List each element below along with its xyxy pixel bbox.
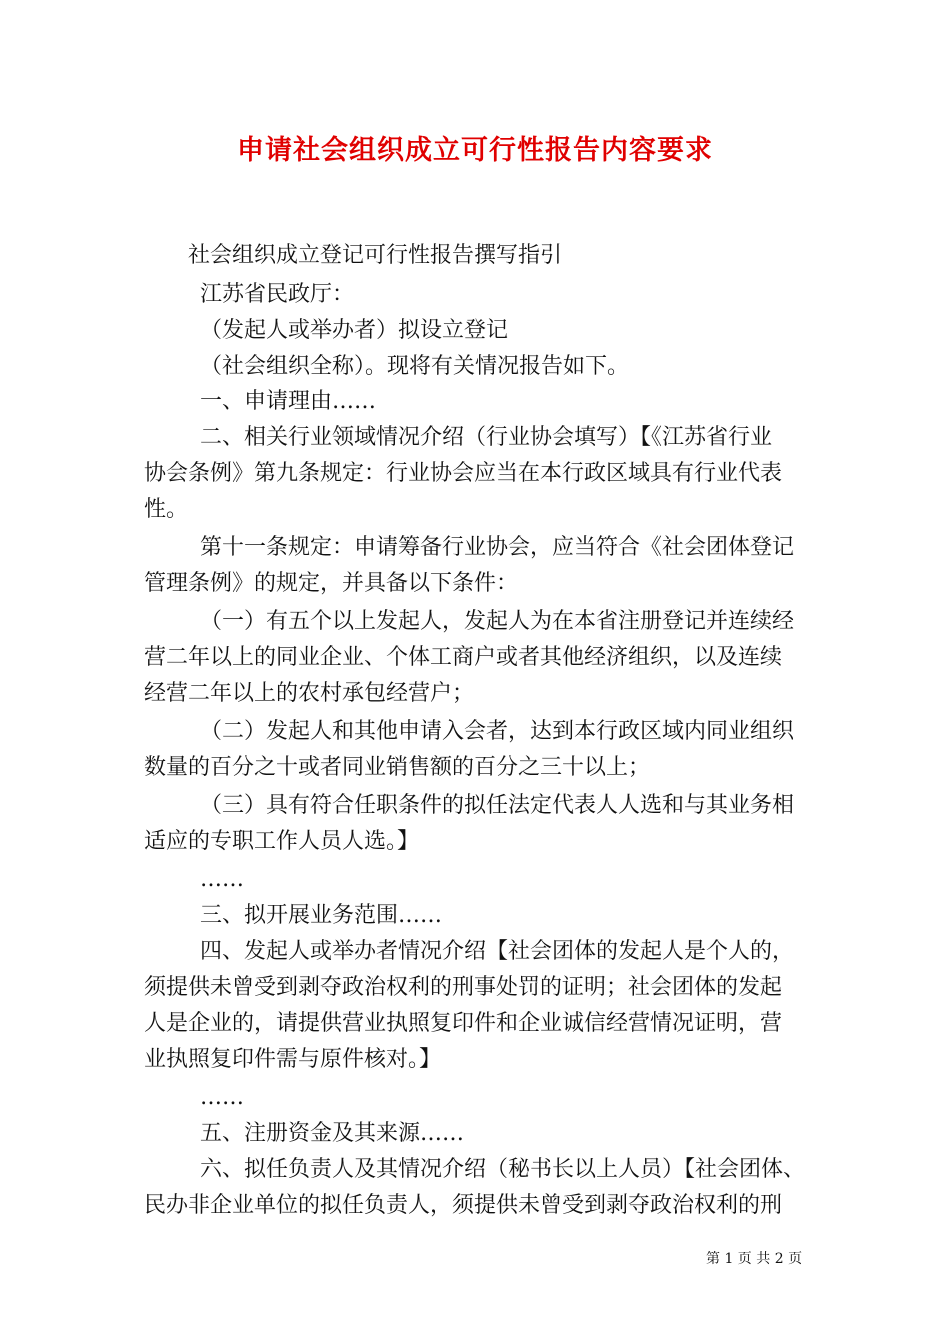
body-line: 人是企业的，请提供营业执照复印件和企业诚信经营情况证明，营 [144, 1011, 783, 1036]
page-number-footer: 第 1 页 共 2 页 [706, 1251, 803, 1267]
body-line: 性。 [144, 497, 189, 522]
body-line: （一）有五个以上发起人，发起人为在本省注册登记并连续经 [200, 609, 795, 634]
body-line: 营二年以上的同业企业、个体工商户或者其他经济组织，以及连续 [144, 645, 783, 670]
body-line: …… [200, 1085, 244, 1110]
body-line: （社会组织全称）。现将有关情况报告如下。 [200, 354, 630, 379]
body-line: 社会组织成立登记可行性报告撰写指引 [188, 243, 563, 268]
body-line: （发起人或举办者）拟设立登记 [200, 318, 509, 343]
body-line: 民办非企业单位的拟任负责人，须提供未曾受到剥夺政治权利的刑 [144, 1193, 783, 1218]
body-line: 协会条例》第九条规定：行业协会应当在本行政区域具有行业代表 [144, 461, 783, 486]
body-line: 经营二年以上的农村承包经营户； [144, 681, 475, 706]
body-line: 六、拟任负责人及其情况介绍（秘书长以上人员）【社会团体、 [200, 1157, 806, 1182]
body-line: 适应的专职工作人员人选。】 [144, 829, 420, 854]
body-line: 第十一条规定：申请筹备行业协会，应当符合《社会团体登记 [200, 535, 795, 560]
body-line: 一、申请理由…… [200, 389, 377, 414]
body-line: （二）发起人和其他申请入会者，达到本行政区域内同业组织 [200, 719, 795, 744]
document-title: 申请社会组织成立可行性报告内容要求 [237, 135, 713, 166]
body-line: 业执照复印件需与原件核对。】 [144, 1047, 442, 1072]
body-line: 江苏省民政厅： [200, 282, 355, 307]
body-line: 须提供未曾受到剥夺政治权利的刑事处罚的证明；社会团体的发起 [144, 975, 783, 1000]
body-line: 二、相关行业领域情况介绍（行业协会填写）【《江苏省行业 [200, 425, 773, 450]
body-line: 管理条例》的规定，并具备以下条件： [144, 571, 519, 596]
body-line: 数量的百分之十或者同业销售额的百分之三十以上； [144, 755, 651, 780]
body-line: 五、注册资金及其来源…… [200, 1121, 465, 1146]
body-line: 四、发起人或举办者情况介绍【社会团体的发起人是个人的， [200, 939, 795, 964]
body-line: （三）具有符合任职条件的拟任法定代表人人选和与其业务相 [200, 793, 795, 818]
body-line: …… [200, 867, 244, 892]
body-line: 三、拟开展业务范围…… [200, 903, 443, 928]
